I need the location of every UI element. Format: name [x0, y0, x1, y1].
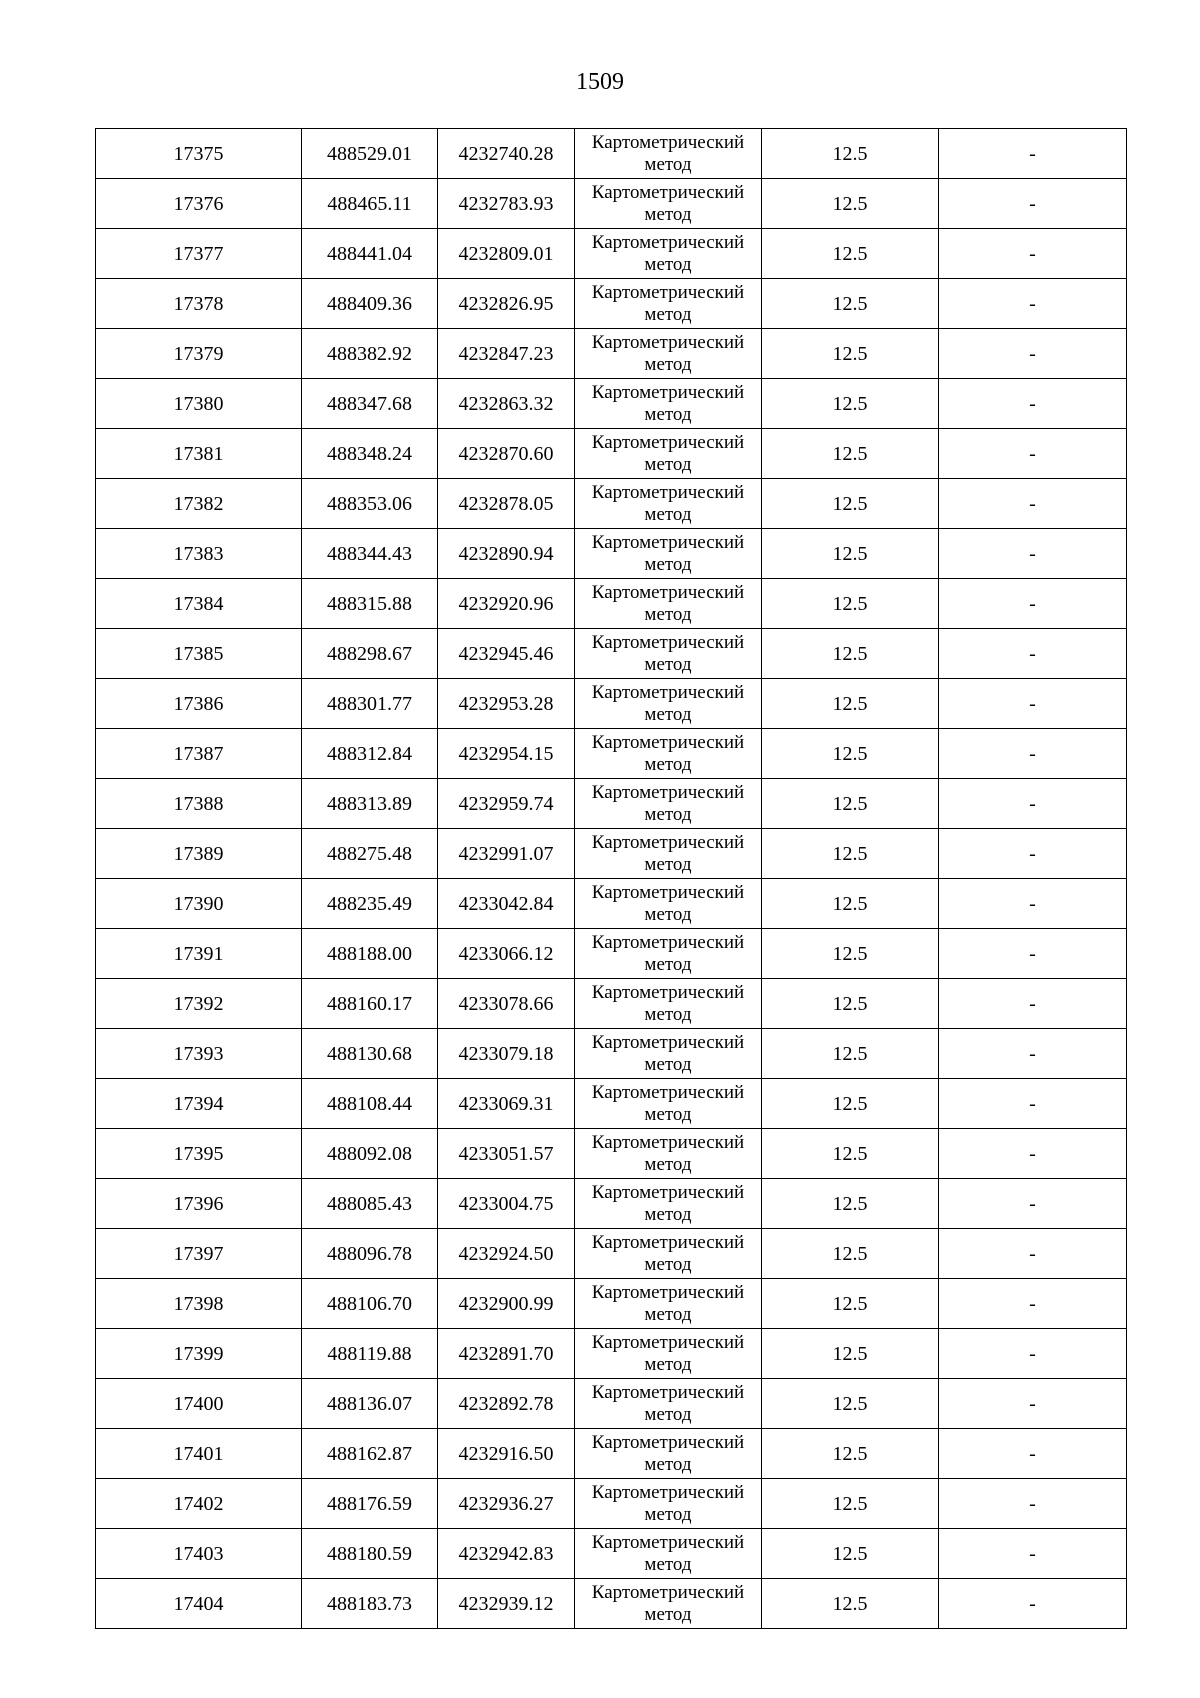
method-line-1: Картометрический	[591, 781, 745, 803]
method-line-2: метод	[644, 803, 692, 825]
point-number-cell: 17390	[96, 879, 302, 929]
method-line-2: метод	[644, 453, 692, 475]
table-row	[96, 229, 1127, 279]
y-coordinate-cell: 4232847.23	[438, 329, 575, 379]
method-cell	[575, 379, 762, 429]
method-line-2: метод	[644, 1353, 692, 1375]
x-coordinate-cell: 488298.67	[302, 629, 438, 679]
method-cell	[575, 1279, 762, 1329]
table-row	[96, 729, 1127, 779]
method-line-2: метод	[644, 303, 692, 325]
accuracy-cell: 12.5	[762, 129, 939, 179]
table-row	[96, 129, 1127, 179]
x-coordinate-cell: 488301.77	[302, 679, 438, 729]
table-row	[96, 679, 1127, 729]
table-row	[96, 379, 1127, 429]
accuracy-cell: 12.5	[762, 179, 939, 229]
accuracy-cell: 12.5	[762, 1479, 939, 1529]
method-line-2: метод	[644, 653, 692, 675]
method-cell	[575, 129, 762, 179]
x-coordinate-cell: 488529.01	[302, 129, 438, 179]
point-number-cell: 17379	[96, 329, 302, 379]
y-coordinate-cell: 4232740.28	[438, 129, 575, 179]
x-coordinate-cell: 488441.04	[302, 229, 438, 279]
method-line-1: Картометрический	[591, 731, 745, 753]
table-row	[96, 629, 1127, 679]
method-cell	[575, 479, 762, 529]
description-cell: -	[939, 1479, 1127, 1529]
y-coordinate-cell: 4232900.99	[438, 1279, 575, 1329]
accuracy-cell: 12.5	[762, 229, 939, 279]
y-coordinate-cell: 4232891.70	[438, 1329, 575, 1379]
table-row	[96, 579, 1127, 629]
method-line-1: Картометрический	[591, 931, 745, 953]
method-line-1: Картометрический	[591, 1081, 745, 1103]
point-number-cell: 17382	[96, 479, 302, 529]
table-row	[96, 1579, 1127, 1629]
point-number-cell: 17392	[96, 979, 302, 1029]
description-cell: -	[939, 129, 1127, 179]
x-coordinate-cell: 488176.59	[302, 1479, 438, 1529]
accuracy-cell: 12.5	[762, 379, 939, 429]
method-cell	[575, 279, 762, 329]
accuracy-cell: 12.5	[762, 979, 939, 1029]
y-coordinate-cell: 4232954.15	[438, 729, 575, 779]
x-coordinate-cell: 488162.87	[302, 1429, 438, 1479]
table-row	[96, 879, 1127, 929]
y-coordinate-cell: 4232936.27	[438, 1479, 575, 1529]
accuracy-cell: 12.5	[762, 779, 939, 829]
x-coordinate-cell: 488096.78	[302, 1229, 438, 1279]
method-line-1: Картометрический	[591, 231, 745, 253]
accuracy-cell: 12.5	[762, 1579, 939, 1629]
description-cell: -	[939, 429, 1127, 479]
x-coordinate-cell: 488092.08	[302, 1129, 438, 1179]
method-cell	[575, 429, 762, 479]
method-line-2: метод	[644, 753, 692, 775]
y-coordinate-cell: 4232892.78	[438, 1379, 575, 1429]
y-coordinate-cell: 4232959.74	[438, 779, 575, 829]
description-cell: -	[939, 879, 1127, 929]
description-cell: -	[939, 479, 1127, 529]
description-cell: -	[939, 729, 1127, 779]
description-cell: -	[939, 1579, 1127, 1629]
method-line-1: Картометрический	[591, 831, 745, 853]
table-row	[96, 779, 1127, 829]
method-cell	[575, 629, 762, 679]
accuracy-cell: 12.5	[762, 1529, 939, 1579]
y-coordinate-cell: 4232916.50	[438, 1429, 575, 1479]
table-row	[96, 1379, 1127, 1429]
method-line-1: Картометрический	[591, 1381, 745, 1403]
y-coordinate-cell: 4232953.28	[438, 679, 575, 729]
y-coordinate-cell: 4233069.31	[438, 1079, 575, 1129]
method-line-2: метод	[644, 903, 692, 925]
method-cell	[575, 779, 762, 829]
y-coordinate-cell: 4233066.12	[438, 929, 575, 979]
method-cell	[575, 729, 762, 779]
x-coordinate-cell: 488347.68	[302, 379, 438, 429]
description-cell: -	[939, 1079, 1127, 1129]
method-line-2: метод	[644, 153, 692, 175]
description-cell: -	[939, 1179, 1127, 1229]
description-cell: -	[939, 979, 1127, 1029]
point-number-cell: 17398	[96, 1279, 302, 1329]
y-coordinate-cell: 4233079.18	[438, 1029, 575, 1079]
x-coordinate-cell: 488160.17	[302, 979, 438, 1029]
method-cell	[575, 1529, 762, 1579]
point-number-cell: 17388	[96, 779, 302, 829]
table-row	[96, 1479, 1127, 1529]
method-line-1: Картометрический	[591, 1481, 745, 1503]
method-cell	[575, 879, 762, 929]
accuracy-cell: 12.5	[762, 879, 939, 929]
table-row	[96, 479, 1127, 529]
point-number-cell: 17383	[96, 529, 302, 579]
method-cell	[575, 1429, 762, 1479]
y-coordinate-cell: 4232890.94	[438, 529, 575, 579]
description-cell: -	[939, 529, 1127, 579]
y-coordinate-cell: 4232878.05	[438, 479, 575, 529]
table-row	[96, 979, 1127, 1029]
description-cell: -	[939, 629, 1127, 679]
method-line-2: метод	[644, 1453, 692, 1475]
point-number-cell: 17396	[96, 1179, 302, 1229]
method-line-1: Картометрический	[591, 431, 745, 453]
description-cell: -	[939, 1129, 1127, 1179]
method-line-2: метод	[644, 703, 692, 725]
point-number-cell: 17402	[96, 1479, 302, 1529]
table-row	[96, 1029, 1127, 1079]
method-line-1: Картометрический	[591, 281, 745, 303]
method-line-1: Картометрический	[591, 1331, 745, 1353]
method-line-2: метод	[644, 1553, 692, 1575]
method-line-1: Картометрический	[591, 681, 745, 703]
point-number-cell: 17386	[96, 679, 302, 729]
method-line-2: метод	[644, 1253, 692, 1275]
method-cell	[575, 1379, 762, 1429]
method-line-2: метод	[644, 853, 692, 875]
method-line-2: метод	[644, 1403, 692, 1425]
method-line-1: Картометрический	[591, 1131, 745, 1153]
method-line-1: Картометрический	[591, 481, 745, 503]
method-line-2: метод	[644, 1203, 692, 1225]
point-number-cell: 17404	[96, 1579, 302, 1629]
point-number-cell: 17377	[96, 229, 302, 279]
description-cell: -	[939, 1379, 1127, 1429]
y-coordinate-cell: 4233051.57	[438, 1129, 575, 1179]
table-row	[96, 179, 1127, 229]
accuracy-cell: 12.5	[762, 529, 939, 579]
table-row	[96, 1529, 1127, 1579]
method-line-1: Картометрический	[591, 331, 745, 353]
method-line-1: Картометрический	[591, 1231, 745, 1253]
point-number-cell: 17384	[96, 579, 302, 629]
accuracy-cell: 12.5	[762, 1029, 939, 1079]
table-row	[96, 1429, 1127, 1479]
method-line-1: Картометрический	[591, 131, 745, 153]
y-coordinate-cell: 4232783.93	[438, 179, 575, 229]
accuracy-cell: 12.5	[762, 579, 939, 629]
table-row	[96, 1179, 1127, 1229]
table-row	[96, 829, 1127, 879]
x-coordinate-cell: 488136.07	[302, 1379, 438, 1429]
y-coordinate-cell: 4232924.50	[438, 1229, 575, 1279]
x-coordinate-cell: 488312.84	[302, 729, 438, 779]
accuracy-cell: 12.5	[762, 1129, 939, 1179]
point-number-cell: 17381	[96, 429, 302, 479]
method-line-2: метод	[644, 1503, 692, 1525]
method-cell	[575, 1179, 762, 1229]
y-coordinate-cell: 4232939.12	[438, 1579, 575, 1629]
method-line-1: Картометрический	[591, 1281, 745, 1303]
method-line-1: Картометрический	[591, 581, 745, 603]
description-cell: -	[939, 1029, 1127, 1079]
method-cell	[575, 1479, 762, 1529]
x-coordinate-cell: 488085.43	[302, 1179, 438, 1229]
method-line-1: Картометрический	[591, 1531, 745, 1553]
description-cell: -	[939, 679, 1127, 729]
y-coordinate-cell: 4232863.32	[438, 379, 575, 429]
method-cell	[575, 679, 762, 729]
y-coordinate-cell: 4233078.66	[438, 979, 575, 1029]
x-coordinate-cell: 488353.06	[302, 479, 438, 529]
table-row	[96, 929, 1127, 979]
point-number-cell: 17395	[96, 1129, 302, 1179]
x-coordinate-cell: 488130.68	[302, 1029, 438, 1079]
method-cell	[575, 329, 762, 379]
accuracy-cell: 12.5	[762, 1079, 939, 1129]
accuracy-cell: 12.5	[762, 829, 939, 879]
table-row	[96, 1229, 1127, 1279]
table-row	[96, 279, 1127, 329]
accuracy-cell: 12.5	[762, 1329, 939, 1379]
coordinates-table	[95, 128, 1127, 1629]
method-line-2: метод	[644, 1153, 692, 1175]
point-number-cell: 17397	[96, 1229, 302, 1279]
method-line-2: метод	[644, 403, 692, 425]
page-number: 1509	[576, 69, 624, 95]
x-coordinate-cell: 488344.43	[302, 529, 438, 579]
y-coordinate-cell: 4233004.75	[438, 1179, 575, 1229]
y-coordinate-cell: 4232826.95	[438, 279, 575, 329]
method-cell	[575, 229, 762, 279]
accuracy-cell: 12.5	[762, 329, 939, 379]
method-line-1: Картометрический	[591, 181, 745, 203]
method-cell	[575, 579, 762, 629]
accuracy-cell: 12.5	[762, 629, 939, 679]
accuracy-cell: 12.5	[762, 1229, 939, 1279]
description-cell: -	[939, 829, 1127, 879]
accuracy-cell: 12.5	[762, 1379, 939, 1429]
method-cell	[575, 1579, 762, 1629]
method-line-1: Картометрический	[591, 1181, 745, 1203]
description-cell: -	[939, 1529, 1127, 1579]
table-row	[96, 1129, 1127, 1179]
x-coordinate-cell: 488348.24	[302, 429, 438, 479]
accuracy-cell: 12.5	[762, 1279, 939, 1329]
coordinates-table-body	[96, 129, 1127, 1629]
description-cell: -	[939, 929, 1127, 979]
accuracy-cell: 12.5	[762, 1179, 939, 1229]
point-number-cell: 17380	[96, 379, 302, 429]
method-cell	[575, 179, 762, 229]
y-coordinate-cell: 4232991.07	[438, 829, 575, 879]
method-line-1: Картометрический	[591, 881, 745, 903]
description-cell: -	[939, 279, 1127, 329]
method-cell	[575, 529, 762, 579]
table-row	[96, 1329, 1127, 1379]
method-cell	[575, 829, 762, 879]
accuracy-cell: 12.5	[762, 479, 939, 529]
method-cell	[575, 1029, 762, 1079]
method-line-2: метод	[644, 553, 692, 575]
method-line-1: Картометрический	[591, 631, 745, 653]
accuracy-cell: 12.5	[762, 679, 939, 729]
x-coordinate-cell: 488106.70	[302, 1279, 438, 1329]
table-row	[96, 1079, 1127, 1129]
method-line-2: метод	[644, 1603, 692, 1625]
point-number-cell: 17385	[96, 629, 302, 679]
method-line-2: метод	[644, 953, 692, 975]
description-cell: -	[939, 179, 1127, 229]
method-line-1: Картометрический	[591, 1031, 745, 1053]
method-line-2: метод	[644, 1303, 692, 1325]
method-line-2: метод	[644, 603, 692, 625]
point-number-cell: 17399	[96, 1329, 302, 1379]
y-coordinate-cell: 4233042.84	[438, 879, 575, 929]
x-coordinate-cell: 488313.89	[302, 779, 438, 829]
method-line-1: Картометрический	[591, 981, 745, 1003]
point-number-cell: 17391	[96, 929, 302, 979]
accuracy-cell: 12.5	[762, 729, 939, 779]
x-coordinate-cell: 488119.88	[302, 1329, 438, 1379]
x-coordinate-cell: 488315.88	[302, 579, 438, 629]
x-coordinate-cell: 488108.44	[302, 1079, 438, 1129]
point-number-cell: 17401	[96, 1429, 302, 1479]
method-cell	[575, 1329, 762, 1379]
description-cell: -	[939, 329, 1127, 379]
accuracy-cell: 12.5	[762, 429, 939, 479]
point-number-cell: 17389	[96, 829, 302, 879]
point-number-cell: 17378	[96, 279, 302, 329]
point-number-cell: 17375	[96, 129, 302, 179]
y-coordinate-cell: 4232920.96	[438, 579, 575, 629]
y-coordinate-cell: 4232945.46	[438, 629, 575, 679]
method-line-2: метод	[644, 1103, 692, 1125]
method-line-2: метод	[644, 503, 692, 525]
method-cell	[575, 929, 762, 979]
x-coordinate-cell: 488275.48	[302, 829, 438, 879]
method-line-1: Картометрический	[591, 381, 745, 403]
x-coordinate-cell: 488235.49	[302, 879, 438, 929]
point-number-cell: 17394	[96, 1079, 302, 1129]
table-row	[96, 1279, 1127, 1329]
description-cell: -	[939, 1429, 1127, 1479]
table-row	[96, 429, 1127, 479]
y-coordinate-cell: 4232870.60	[438, 429, 575, 479]
method-cell	[575, 1079, 762, 1129]
point-number-cell: 17400	[96, 1379, 302, 1429]
description-cell: -	[939, 229, 1127, 279]
accuracy-cell: 12.5	[762, 929, 939, 979]
x-coordinate-cell: 488465.11	[302, 179, 438, 229]
y-coordinate-cell: 4232942.83	[438, 1529, 575, 1579]
description-cell: -	[939, 379, 1127, 429]
table-row	[96, 529, 1127, 579]
method-line-1: Картометрический	[591, 1431, 745, 1453]
x-coordinate-cell: 488188.00	[302, 929, 438, 979]
method-cell	[575, 1229, 762, 1279]
description-cell: -	[939, 1279, 1127, 1329]
description-cell: -	[939, 1229, 1127, 1279]
accuracy-cell: 12.5	[762, 1429, 939, 1479]
method-line-1: Картометрический	[591, 1581, 745, 1603]
method-line-2: метод	[644, 253, 692, 275]
x-coordinate-cell: 488180.59	[302, 1529, 438, 1579]
y-coordinate-cell: 4232809.01	[438, 229, 575, 279]
description-cell: -	[939, 579, 1127, 629]
method-line-2: метод	[644, 203, 692, 225]
table-row	[96, 329, 1127, 379]
point-number-cell: 17387	[96, 729, 302, 779]
point-number-cell: 17393	[96, 1029, 302, 1079]
point-number-cell: 17376	[96, 179, 302, 229]
method-cell	[575, 1129, 762, 1179]
point-number-cell: 17403	[96, 1529, 302, 1579]
description-cell: -	[939, 1329, 1127, 1379]
method-line-2: метод	[644, 353, 692, 375]
method-cell	[575, 979, 762, 1029]
accuracy-cell: 12.5	[762, 279, 939, 329]
method-line-2: метод	[644, 1053, 692, 1075]
x-coordinate-cell: 488183.73	[302, 1579, 438, 1629]
x-coordinate-cell: 488409.36	[302, 279, 438, 329]
method-line-2: метод	[644, 1003, 692, 1025]
method-line-1: Картометрический	[591, 531, 745, 553]
description-cell: -	[939, 779, 1127, 829]
x-coordinate-cell: 488382.92	[302, 329, 438, 379]
